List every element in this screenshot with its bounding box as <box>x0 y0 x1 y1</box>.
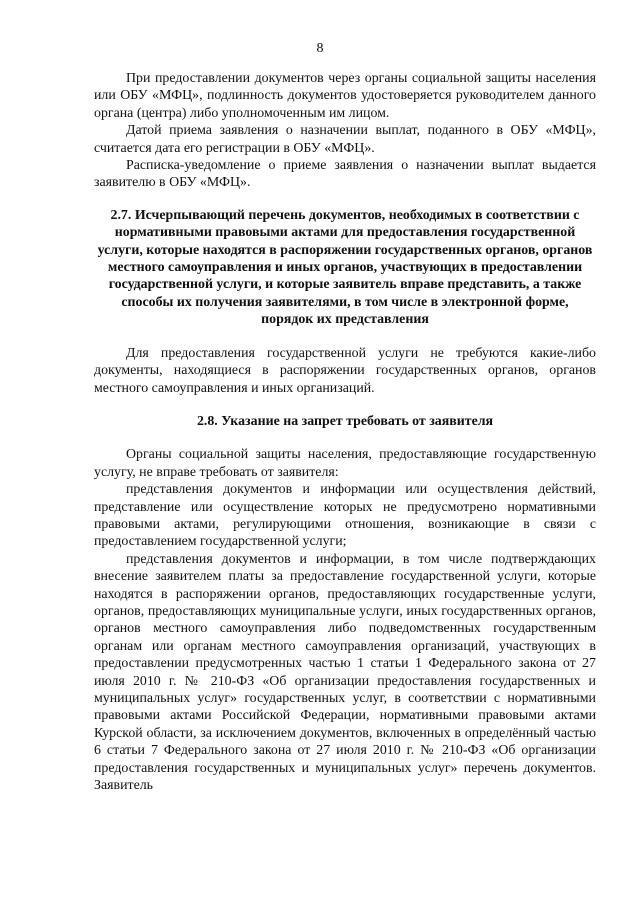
section-2-8-paragraph-1: Органы социальной защиты населения, предоставляющие государственную услугу, не вправе требовать от заявителя: <box>94 447 596 480</box>
section-2-8-heading: 2.8. Указание на запрет требовать от заявителя <box>196 413 494 429</box>
page-number: 8 <box>316 41 324 56</box>
section-2-8-paragraph-3: представления документов и информации, в том числе подтверждающих внесение заявителем платы за предоставление государственной услуги, которые находятся в распоряжении органов, предоставляющих государственные услуги, органов, предоставляющих муниципальные услуги, иных государственных органов, органов местного самоуправления либо подведомственных государственным органам или органам местного самоуправления организаций, участвующих в предоставлении предусмотренных частью 1 статьи 1 Федерального закона от 27 июля 2010 г. № 210-ФЗ «Об организации предоставления государственных и муниципальных услуг» государственных услуг, в соответствии с нормативными правовыми актами Российской Федерации, нормативными правовыми актами Курской области, за исключением документов, включенных в определённый частью 6 статьи 7 Федерального закона от 27 июля 2010 г. № 210-ФЗ «Об организации предоставления государственных и муниципальных услуг» перечень документов. Заявитель <box>94 551 596 794</box>
paragraph-intro-3: Расписка-уведомление о приеме заявления о назначении выплат выдается заявителю в ОБУ «МФЦ». <box>94 158 596 191</box>
section-2-7-paragraph-1: Для предоставления государственной услуги не требуются какие-либо документы, находящиеся в распоряжении государственных органов, органов местного самоуправления и иных организаций. <box>94 345 596 396</box>
document-body <box>94 70 596 794</box>
section-2-7-heading: 2.7. Исчерпывающий перечень документов, необходимых в соответствии с нормативными правовыми актами для предоставления государственной услуги, которые находятся в распоряжении государственных органов, органов местного самоуправления и иных органов, участвующих в предоставлении государственной услуги, и которые заявитель вправе представить, а также способы их получения заявителями, в том числе в электронной форме, порядок их представления <box>97 207 593 328</box>
paragraph-intro-1: При предоставлении документов через органы социальной защиты населения или ОБУ «МФЦ», подлинность документов удостоверяется руководителем данного органа (центра) либо уполномоченным им лицом. <box>94 71 596 121</box>
paragraph-intro-2: Датой приема заявления о назначении выплат, поданного в ОБУ «МФЦ», считается дата его регистрации в ОБУ «МФЦ». <box>94 123 596 156</box>
section-2-8-paragraph-2: представления документов и информации или осуществления действий, представление или осуществление которых не предусмотрено нормативными правовыми актами, регулирующими отношения, возникающие в связи с предоставлением государственной услуги; <box>94 482 596 550</box>
